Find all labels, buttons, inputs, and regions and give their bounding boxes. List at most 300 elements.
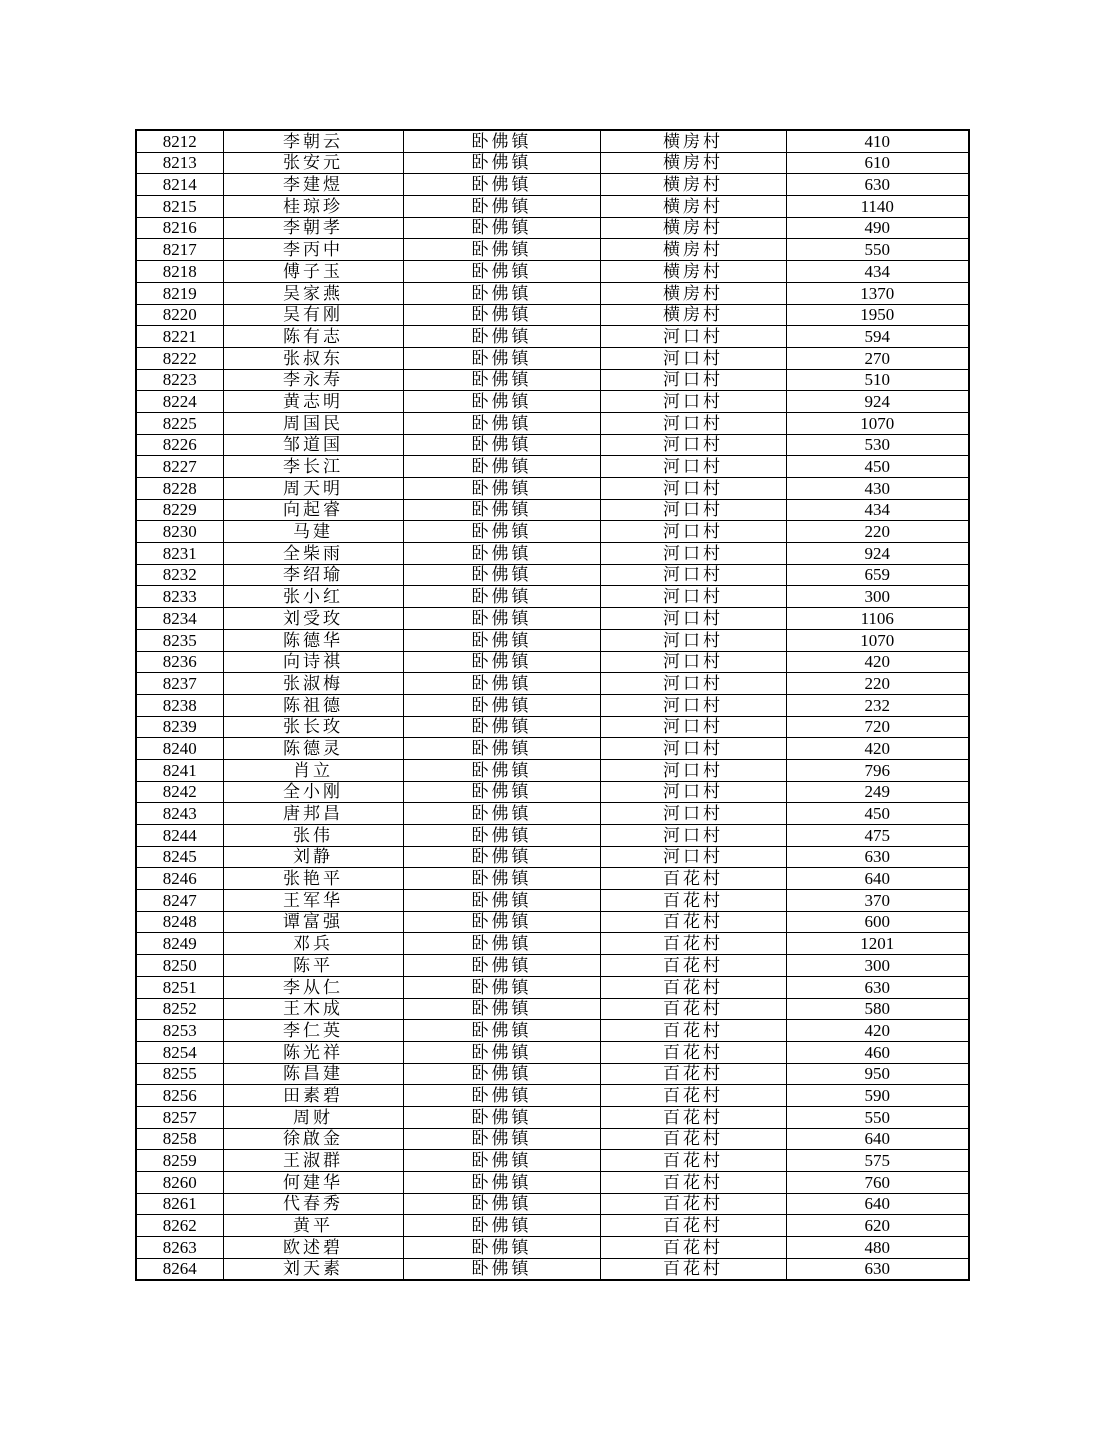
village-cell: 横房村 [600, 130, 786, 152]
amount-cell: 1070 [786, 412, 969, 434]
village-cell: 河口村 [600, 478, 786, 500]
town-cell: 卧佛镇 [403, 347, 600, 369]
row-id-cell: 8258 [136, 1128, 223, 1150]
amount-cell: 434 [786, 499, 969, 521]
amount-cell: 1950 [786, 304, 969, 326]
town-cell: 卧佛镇 [403, 781, 600, 803]
name-cell: 王淑群 [223, 1150, 403, 1172]
town-cell: 卧佛镇 [403, 673, 600, 695]
village-cell: 河口村 [600, 759, 786, 781]
row-id-cell: 8234 [136, 608, 223, 630]
table-row [136, 521, 969, 543]
name-cell: 马建 [223, 521, 403, 543]
amount-cell: 249 [786, 781, 969, 803]
amount-cell: 575 [786, 1150, 969, 1172]
amount-cell: 420 [786, 1020, 969, 1042]
row-id-cell: 8262 [136, 1215, 223, 1237]
name-cell: 徐啟金 [223, 1128, 403, 1150]
table-row [136, 261, 969, 283]
name-cell: 全小刚 [223, 781, 403, 803]
town-cell: 卧佛镇 [403, 369, 600, 391]
town-cell: 卧佛镇 [403, 629, 600, 651]
row-id-cell: 8226 [136, 434, 223, 456]
village-cell: 河口村 [600, 738, 786, 760]
village-cell: 百花村 [600, 890, 786, 912]
name-cell: 李从仁 [223, 976, 403, 998]
table-row [136, 759, 969, 781]
name-cell: 李仁英 [223, 1020, 403, 1042]
amount-cell: 640 [786, 1128, 969, 1150]
name-cell: 陈德华 [223, 629, 403, 651]
amount-cell: 796 [786, 759, 969, 781]
amount-cell: 232 [786, 694, 969, 716]
name-cell: 李朝云 [223, 130, 403, 152]
name-cell: 张长玫 [223, 716, 403, 738]
table-row [136, 1128, 969, 1150]
amount-cell: 480 [786, 1237, 969, 1259]
amount-cell: 950 [786, 1063, 969, 1085]
town-cell: 卧佛镇 [403, 261, 600, 283]
name-cell: 吴家燕 [223, 282, 403, 304]
row-id-cell: 8237 [136, 673, 223, 695]
table-row [136, 304, 969, 326]
town-cell: 卧佛镇 [403, 846, 600, 868]
amount-cell: 1370 [786, 282, 969, 304]
name-cell: 张叔东 [223, 347, 403, 369]
town-cell: 卧佛镇 [403, 456, 600, 478]
town-cell: 卧佛镇 [403, 1128, 600, 1150]
table-row [136, 716, 969, 738]
name-cell: 唐邦昌 [223, 803, 403, 825]
amount-cell: 760 [786, 1172, 969, 1194]
row-id-cell: 8254 [136, 1041, 223, 1063]
village-cell: 百花村 [600, 1085, 786, 1107]
name-cell: 王木成 [223, 998, 403, 1020]
village-cell: 百花村 [600, 1063, 786, 1085]
table-row [136, 282, 969, 304]
town-cell: 卧佛镇 [403, 694, 600, 716]
village-cell: 横房村 [600, 152, 786, 174]
row-id-cell: 8231 [136, 543, 223, 565]
village-cell: 横房村 [600, 239, 786, 261]
name-cell: 陈平 [223, 955, 403, 977]
row-id-cell: 8249 [136, 933, 223, 955]
row-id-cell: 8233 [136, 586, 223, 608]
town-cell: 卧佛镇 [403, 174, 600, 196]
village-cell: 百花村 [600, 911, 786, 933]
row-id-cell: 8228 [136, 478, 223, 500]
amount-cell: 300 [786, 586, 969, 608]
roster-body [136, 130, 969, 1280]
table-row [136, 239, 969, 261]
town-cell: 卧佛镇 [403, 868, 600, 890]
village-cell: 河口村 [600, 716, 786, 738]
table-row [136, 673, 969, 695]
amount-cell: 220 [786, 673, 969, 695]
amount-cell: 1106 [786, 608, 969, 630]
table-row [136, 738, 969, 760]
amount-cell: 600 [786, 911, 969, 933]
row-id-cell: 8247 [136, 890, 223, 912]
town-cell: 卧佛镇 [403, 196, 600, 218]
row-id-cell: 8224 [136, 391, 223, 413]
town-cell: 卧佛镇 [403, 890, 600, 912]
row-id-cell: 8264 [136, 1258, 223, 1280]
table-row [136, 478, 969, 500]
town-cell: 卧佛镇 [403, 803, 600, 825]
village-cell: 横房村 [600, 261, 786, 283]
village-cell: 河口村 [600, 781, 786, 803]
village-cell: 河口村 [600, 694, 786, 716]
amount-cell: 620 [786, 1215, 969, 1237]
amount-cell: 450 [786, 803, 969, 825]
name-cell: 刘天素 [223, 1258, 403, 1280]
amount-cell: 590 [786, 1085, 969, 1107]
town-cell: 卧佛镇 [403, 1063, 600, 1085]
row-id-cell: 8256 [136, 1085, 223, 1107]
row-id-cell: 8263 [136, 1237, 223, 1259]
amount-cell: 420 [786, 651, 969, 673]
village-cell: 百花村 [600, 1128, 786, 1150]
table-row [136, 933, 969, 955]
town-cell: 卧佛镇 [403, 391, 600, 413]
amount-cell: 630 [786, 846, 969, 868]
town-cell: 卧佛镇 [403, 564, 600, 586]
amount-cell: 630 [786, 174, 969, 196]
amount-cell: 550 [786, 239, 969, 261]
amount-cell: 370 [786, 890, 969, 912]
row-id-cell: 8219 [136, 282, 223, 304]
table-row [136, 130, 969, 152]
row-id-cell: 8232 [136, 564, 223, 586]
row-id-cell: 8225 [136, 412, 223, 434]
table-row [136, 694, 969, 716]
town-cell: 卧佛镇 [403, 478, 600, 500]
village-cell: 百花村 [600, 1193, 786, 1215]
village-cell: 河口村 [600, 412, 786, 434]
name-cell: 周天明 [223, 478, 403, 500]
village-cell: 百花村 [600, 1258, 786, 1280]
name-cell: 李朝孝 [223, 217, 403, 239]
town-cell: 卧佛镇 [403, 1106, 600, 1128]
name-cell: 欧述碧 [223, 1237, 403, 1259]
table-row [136, 1172, 969, 1194]
amount-cell: 720 [786, 716, 969, 738]
name-cell: 刘受玫 [223, 608, 403, 630]
name-cell: 全柴雨 [223, 543, 403, 565]
village-cell: 百花村 [600, 1150, 786, 1172]
row-id-cell: 8218 [136, 261, 223, 283]
amount-cell: 450 [786, 456, 969, 478]
village-cell: 横房村 [600, 282, 786, 304]
town-cell: 卧佛镇 [403, 282, 600, 304]
town-cell: 卧佛镇 [403, 543, 600, 565]
amount-cell: 300 [786, 955, 969, 977]
row-id-cell: 8229 [136, 499, 223, 521]
village-cell: 百花村 [600, 933, 786, 955]
row-id-cell: 8245 [136, 846, 223, 868]
row-id-cell: 8241 [136, 759, 223, 781]
town-cell: 卧佛镇 [403, 1150, 600, 1172]
town-cell: 卧佛镇 [403, 825, 600, 847]
amount-cell: 1070 [786, 629, 969, 651]
town-cell: 卧佛镇 [403, 239, 600, 261]
table-row [136, 976, 969, 998]
town-cell: 卧佛镇 [403, 217, 600, 239]
name-cell: 黄志明 [223, 391, 403, 413]
name-cell: 周财 [223, 1106, 403, 1128]
town-cell: 卧佛镇 [403, 434, 600, 456]
amount-cell: 220 [786, 521, 969, 543]
village-cell: 百花村 [600, 868, 786, 890]
table-row [136, 608, 969, 630]
name-cell: 邹道国 [223, 434, 403, 456]
name-cell: 张安元 [223, 152, 403, 174]
name-cell: 张淑梅 [223, 673, 403, 695]
name-cell: 陈有志 [223, 326, 403, 348]
name-cell: 张小红 [223, 586, 403, 608]
village-cell: 河口村 [600, 673, 786, 695]
village-cell: 横房村 [600, 174, 786, 196]
table-row [136, 998, 969, 1020]
table-row [136, 629, 969, 651]
amount-cell: 475 [786, 825, 969, 847]
name-cell: 陈光祥 [223, 1041, 403, 1063]
table-row [136, 196, 969, 218]
name-cell: 向诗祺 [223, 651, 403, 673]
village-cell: 河口村 [600, 608, 786, 630]
table-row [136, 1258, 969, 1280]
village-cell: 河口村 [600, 347, 786, 369]
village-cell: 河口村 [600, 543, 786, 565]
village-cell: 百花村 [600, 955, 786, 977]
row-id-cell: 8244 [136, 825, 223, 847]
village-cell: 河口村 [600, 326, 786, 348]
table-row [136, 1193, 969, 1215]
table-row [136, 217, 969, 239]
name-cell: 张伟 [223, 825, 403, 847]
village-cell: 河口村 [600, 629, 786, 651]
table-row [136, 434, 969, 456]
table-row [136, 1063, 969, 1085]
town-cell: 卧佛镇 [403, 911, 600, 933]
name-cell: 张艳平 [223, 868, 403, 890]
name-cell: 肖立 [223, 759, 403, 781]
town-cell: 卧佛镇 [403, 976, 600, 998]
name-cell: 代春秀 [223, 1193, 403, 1215]
town-cell: 卧佛镇 [403, 586, 600, 608]
amount-cell: 924 [786, 543, 969, 565]
table-row [136, 412, 969, 434]
amount-cell: 924 [786, 391, 969, 413]
row-id-cell: 8216 [136, 217, 223, 239]
name-cell: 王军华 [223, 890, 403, 912]
town-cell: 卧佛镇 [403, 304, 600, 326]
row-id-cell: 8257 [136, 1106, 223, 1128]
amount-cell: 640 [786, 1193, 969, 1215]
name-cell: 陈昌建 [223, 1063, 403, 1085]
town-cell: 卧佛镇 [403, 1193, 600, 1215]
village-cell: 百花村 [600, 1172, 786, 1194]
village-cell: 河口村 [600, 651, 786, 673]
row-id-cell: 8253 [136, 1020, 223, 1042]
name-cell: 李永寿 [223, 369, 403, 391]
name-cell: 吴有刚 [223, 304, 403, 326]
row-id-cell: 8212 [136, 130, 223, 152]
table-row [136, 152, 969, 174]
table-row [136, 369, 969, 391]
town-cell: 卧佛镇 [403, 412, 600, 434]
town-cell: 卧佛镇 [403, 651, 600, 673]
row-id-cell: 8252 [136, 998, 223, 1020]
village-cell: 河口村 [600, 803, 786, 825]
table-row [136, 1041, 969, 1063]
name-cell: 邓兵 [223, 933, 403, 955]
row-id-cell: 8260 [136, 1172, 223, 1194]
town-cell: 卧佛镇 [403, 521, 600, 543]
table-row [136, 499, 969, 521]
row-id-cell: 8227 [136, 456, 223, 478]
table-row [136, 1215, 969, 1237]
row-id-cell: 8223 [136, 369, 223, 391]
row-id-cell: 8221 [136, 326, 223, 348]
amount-cell: 580 [786, 998, 969, 1020]
name-cell: 刘静 [223, 846, 403, 868]
row-id-cell: 8240 [136, 738, 223, 760]
town-cell: 卧佛镇 [403, 1041, 600, 1063]
village-cell: 河口村 [600, 434, 786, 456]
amount-cell: 659 [786, 564, 969, 586]
name-cell: 李绍瑜 [223, 564, 403, 586]
name-cell: 谭富强 [223, 911, 403, 933]
table-row [136, 347, 969, 369]
row-id-cell: 8222 [136, 347, 223, 369]
village-cell: 河口村 [600, 456, 786, 478]
village-cell: 河口村 [600, 586, 786, 608]
town-cell: 卧佛镇 [403, 759, 600, 781]
name-cell: 周国民 [223, 412, 403, 434]
row-id-cell: 8239 [136, 716, 223, 738]
village-cell: 横房村 [600, 196, 786, 218]
row-id-cell: 8255 [136, 1063, 223, 1085]
table-row [136, 564, 969, 586]
town-cell: 卧佛镇 [403, 955, 600, 977]
table-row [136, 1020, 969, 1042]
table-row [136, 803, 969, 825]
row-id-cell: 8213 [136, 152, 223, 174]
table-row [136, 890, 969, 912]
table-row [136, 1106, 969, 1128]
amount-cell: 460 [786, 1041, 969, 1063]
village-cell: 百花村 [600, 1237, 786, 1259]
row-id-cell: 8248 [136, 911, 223, 933]
row-id-cell: 8214 [136, 174, 223, 196]
amount-cell: 530 [786, 434, 969, 456]
table-row [136, 1150, 969, 1172]
town-cell: 卧佛镇 [403, 738, 600, 760]
amount-cell: 490 [786, 217, 969, 239]
village-cell: 百花村 [600, 1020, 786, 1042]
roster-table [135, 129, 970, 1281]
table-row [136, 846, 969, 868]
village-cell: 河口村 [600, 521, 786, 543]
village-cell: 百花村 [600, 998, 786, 1020]
name-cell: 陈祖德 [223, 694, 403, 716]
village-cell: 河口村 [600, 825, 786, 847]
table-row [136, 1085, 969, 1107]
row-id-cell: 8246 [136, 868, 223, 890]
row-id-cell: 8243 [136, 803, 223, 825]
table-row [136, 1237, 969, 1259]
name-cell: 李建煜 [223, 174, 403, 196]
name-cell: 傅子玉 [223, 261, 403, 283]
town-cell: 卧佛镇 [403, 1237, 600, 1259]
amount-cell: 1201 [786, 933, 969, 955]
row-id-cell: 8220 [136, 304, 223, 326]
row-id-cell: 8215 [136, 196, 223, 218]
amount-cell: 630 [786, 976, 969, 998]
row-id-cell: 8238 [136, 694, 223, 716]
name-cell: 陈德灵 [223, 738, 403, 760]
village-cell: 河口村 [600, 564, 786, 586]
table-row [136, 456, 969, 478]
amount-cell: 1140 [786, 196, 969, 218]
row-id-cell: 8236 [136, 651, 223, 673]
village-cell: 百花村 [600, 976, 786, 998]
town-cell: 卧佛镇 [403, 998, 600, 1020]
amount-cell: 550 [786, 1106, 969, 1128]
town-cell: 卧佛镇 [403, 1215, 600, 1237]
row-id-cell: 8217 [136, 239, 223, 261]
amount-cell: 430 [786, 478, 969, 500]
amount-cell: 640 [786, 868, 969, 890]
village-cell: 百花村 [600, 1041, 786, 1063]
table-row [136, 651, 969, 673]
row-id-cell: 8261 [136, 1193, 223, 1215]
name-cell: 黄平 [223, 1215, 403, 1237]
table-row [136, 781, 969, 803]
row-id-cell: 8235 [136, 629, 223, 651]
table-row [136, 868, 969, 890]
name-cell: 李丙中 [223, 239, 403, 261]
amount-cell: 594 [786, 326, 969, 348]
name-cell: 桂琼珍 [223, 196, 403, 218]
village-cell: 河口村 [600, 369, 786, 391]
town-cell: 卧佛镇 [403, 933, 600, 955]
table-row [136, 825, 969, 847]
village-cell: 河口村 [600, 499, 786, 521]
table-row [136, 391, 969, 413]
name-cell: 何建华 [223, 1172, 403, 1194]
row-id-cell: 8259 [136, 1150, 223, 1172]
town-cell: 卧佛镇 [403, 1085, 600, 1107]
village-cell: 河口村 [600, 846, 786, 868]
town-cell: 卧佛镇 [403, 1172, 600, 1194]
town-cell: 卧佛镇 [403, 608, 600, 630]
amount-cell: 410 [786, 130, 969, 152]
amount-cell: 610 [786, 152, 969, 174]
village-cell: 百花村 [600, 1106, 786, 1128]
village-cell: 河口村 [600, 391, 786, 413]
village-cell: 横房村 [600, 217, 786, 239]
row-id-cell: 8251 [136, 976, 223, 998]
town-cell: 卧佛镇 [403, 1258, 600, 1280]
amount-cell: 630 [786, 1258, 969, 1280]
amount-cell: 420 [786, 738, 969, 760]
amount-cell: 510 [786, 369, 969, 391]
row-id-cell: 8230 [136, 521, 223, 543]
village-cell: 横房村 [600, 304, 786, 326]
